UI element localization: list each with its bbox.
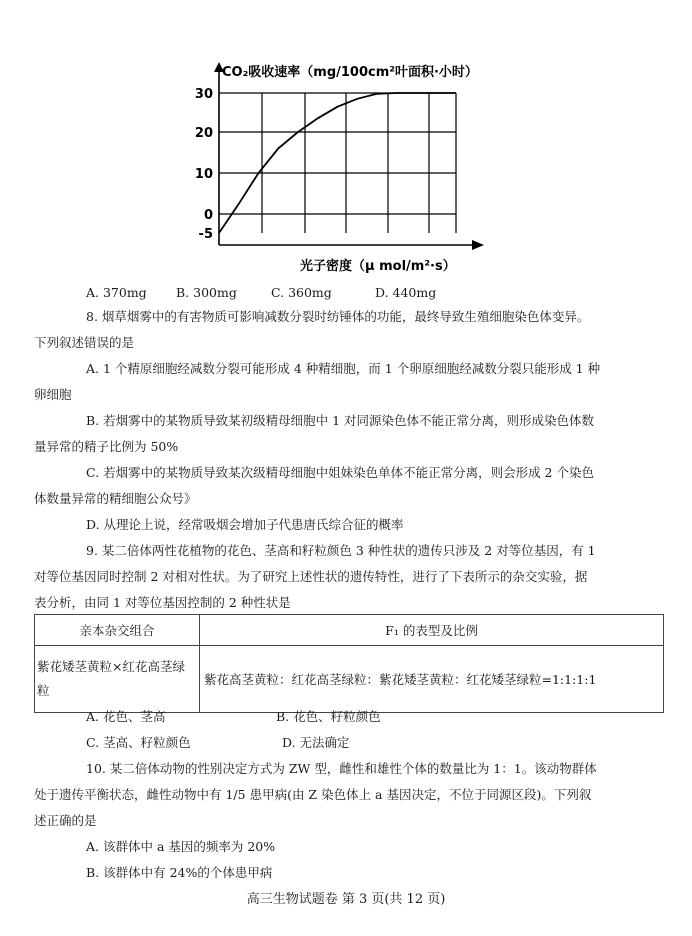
q7-option-d: D. 440mg [375,285,437,300]
cross-table-cell-parents: 紫花矮茎黄粒×红花高茎绿粒 [35,646,200,713]
cross-table-row [35,646,664,713]
q9-option-c: C. 茎高、籽粒颜色 [86,735,191,750]
cross-table-header-parents: 亲本杂交组合 [35,615,200,646]
chart-y-axis-label: CO₂吸收速率（mg/100cm²叶面积·小时） [222,65,478,80]
q8-option-c-line-1: C. 若烟雾中的某物质导致某次级精母细胞中姐妹染色单体不能正常分离，则会形成 2 个染色 [86,465,594,480]
q10-option-b: B. 该群体中有 24%的个体患甲病 [86,865,273,880]
page-footer: 高三生物试题卷 第 3 页(共 12 页) [246,892,446,907]
q7-option-c: C. 360mg [271,285,332,300]
q9-option-a: A. 花色、茎高 [86,709,166,724]
q8-option-a-line-2: 卵细胞 [34,387,72,402]
q10-stem-line-2: 处于遗传平衡状态，雌性动物中有 1/5 患甲病(由 Z 染色体上 a 基因决定，不位于同源区段)。下列叙 [34,787,592,802]
y-tick-label: 10 [194,167,213,182]
q8-option-b-line-1: B. 若烟雾中的某物质导致某初级精母细胞中 1 对同源染色体不能正常分离，则形成染色体数 [86,413,595,428]
y-tick-label: 30 [194,87,213,102]
co2-curve-line [219,93,456,233]
q7-option-b: B. 300mg [176,285,237,300]
q10-stem-line-3: 述正确的是 [34,813,97,828]
cross-table-header-f1: F₁ 的表型及比例 [200,615,664,646]
chart-grid [219,93,456,233]
y-tick-label: -5 [198,227,213,242]
q8-option-c-line-2: 体数量异常的精细胞公众号》 [34,491,197,506]
y-tick-label: 0 [203,208,213,223]
q8-option-d: D. 从理论上说，经常吸烟会增加子代患唐氏综合征的概率 [86,517,404,532]
q9-option-b: B. 花色、籽粒颜色 [276,709,381,724]
y-tick-label: 20 [194,126,213,141]
q8-stem-line-1: 8. 烟草烟雾中的有害物质可影响减数分裂时纺锤体的功能，最终导致生殖细胞染色体变异。 [86,309,590,324]
x-axis-arrow [472,240,484,250]
q9-stem-line-3: 表分析，由同 1 对等位基因控制的 2 种性状是 [34,595,291,610]
q10-option-a: A. 该群体中 a 基因的频率为 20% [86,839,276,854]
q9-stem-line-1: 9. 某二倍体两性花植物的花色、茎高和籽粒颜色 3 种性状的遗传只涉及 2 对等位基因，有 1 [86,543,596,558]
q8-option-b-line-2: 量异常的精子比例为 50% [34,439,179,454]
cross-table [34,614,664,713]
q10-stem-line-1: 10. 某二倍体动物的性别决定方式为 ZW 型，雌性和雄性个体的数量比为 1：1。该动物群体 [86,761,597,776]
chart-x-axis-label: 光子密度（μ mol/m²·s） [300,259,456,274]
cross-table-cell-f1: 紫花高茎黄粒：红花高茎绿粒：紫花矮茎黄粒：红花矮茎绿粒=1:1:1:1 [200,646,664,713]
cross-table-header-row [35,615,664,646]
q7-option-a: A. 370mg [86,285,147,300]
y-tick-labels [195,87,213,242]
q9-option-d: D. 无法确定 [282,735,350,750]
q8-stem-line-2: 下列叙述错误的是 [34,335,135,350]
q9-stem-line-2: 对等位基因同时控制 2 对相对性状。为了研究上述性状的遗传特性，进行了下表所示的杂交实验，据 [34,569,588,584]
chart-axes [214,62,484,250]
co2-absorption-chart [0,0,692,290]
q8-option-a-line-1: A. 1 个精原细胞经减数分裂可能形成 4 种精细胞，而 1 个卵原细胞经减数分裂只能形成 1 种 [86,361,601,376]
